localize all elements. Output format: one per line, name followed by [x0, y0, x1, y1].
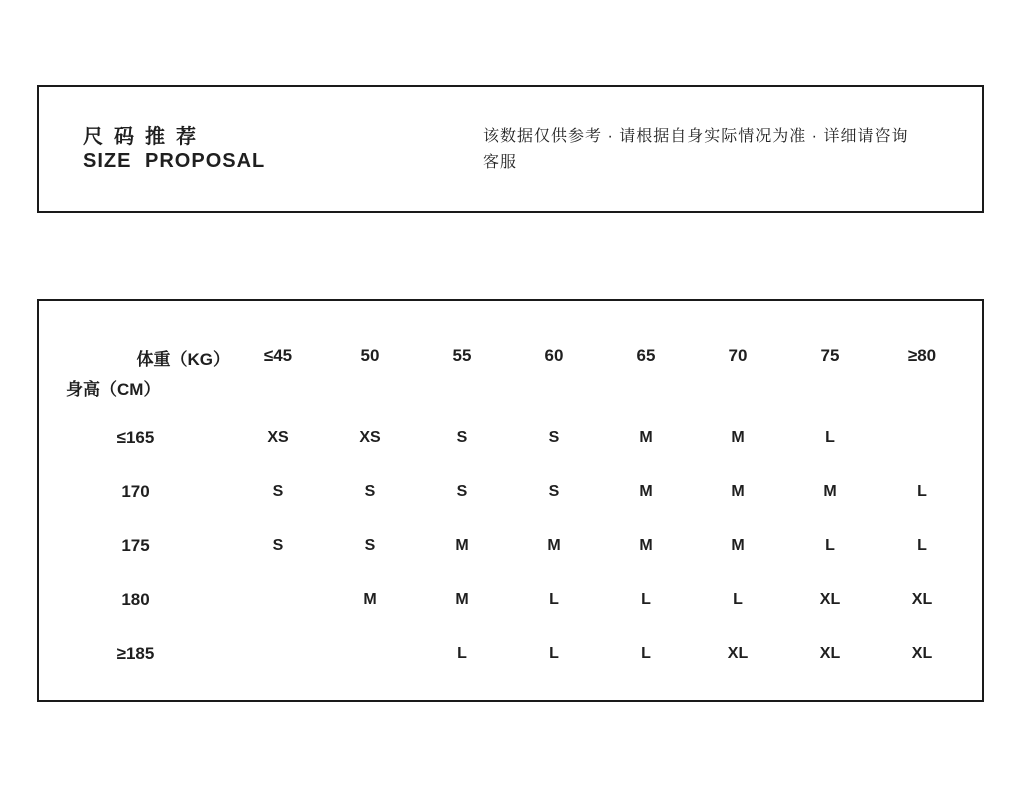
size-cell: L: [549, 645, 559, 662]
size-cell: S: [272, 537, 284, 554]
size-cell: XL: [819, 591, 841, 608]
size-cell: M: [455, 537, 469, 554]
weight-header: 50: [360, 346, 380, 365]
size-cell: S: [548, 483, 560, 500]
page-title-chinese: 尺码推荐: [83, 126, 207, 148]
size-cell: M: [363, 591, 377, 608]
size-cell: XL: [819, 645, 841, 662]
size-cell: [232, 627, 324, 681]
size-cell: M: [823, 483, 837, 500]
size-cell: M: [731, 483, 745, 500]
size-cell: S: [548, 429, 560, 446]
table-corner-cell: [39, 301, 232, 411]
size-cell: L: [917, 483, 927, 500]
size-cell: L: [825, 537, 835, 554]
disclaimer-line-1: 该数据仅供参考 · 请根据自身实际情况为准 · 详细请咨询: [483, 128, 909, 145]
weight-header: 70: [728, 346, 748, 365]
weight-header: 65: [636, 346, 656, 365]
size-cell: L: [641, 645, 651, 662]
weight-header: ≥80: [907, 346, 937, 365]
height-label: ≥185: [116, 644, 155, 663]
size-cell: S: [364, 537, 376, 554]
weight-header: 75: [820, 346, 840, 365]
size-cell: M: [639, 537, 653, 554]
size-cell: M: [731, 429, 745, 446]
size-cell: XS: [267, 429, 289, 446]
size-cell: L: [641, 591, 651, 608]
weight-header: 55: [452, 346, 472, 365]
size-table-panel: [37, 299, 984, 702]
size-cell: XL: [911, 645, 933, 662]
weight-header: ≤45: [263, 346, 293, 365]
size-cell: L: [733, 591, 743, 608]
disclaimer-note: [483, 124, 953, 176]
size-cell: XL: [911, 591, 933, 608]
size-cell: [876, 411, 968, 465]
size-cell: [232, 573, 324, 627]
size-cell: S: [456, 429, 468, 446]
page-title-english: SIZE PROPOSAL: [83, 150, 266, 172]
size-cell: M: [639, 429, 653, 446]
size-cell: S: [272, 483, 284, 500]
size-cell: M: [455, 591, 469, 608]
height-label: 175: [121, 536, 150, 555]
size-cell: L: [917, 537, 927, 554]
weight-header: 60: [544, 346, 564, 365]
disclaimer-line-2: 客服: [483, 154, 518, 171]
size-cell: L: [825, 429, 835, 446]
size-cell: M: [547, 537, 561, 554]
size-cell: S: [364, 483, 376, 500]
size-cell: L: [457, 645, 467, 662]
height-label: ≤165: [116, 428, 155, 447]
height-label: 180: [121, 590, 150, 609]
weight-axis-label: 体重（KG）: [136, 350, 230, 369]
header-panel: [37, 85, 984, 213]
size-cell: S: [456, 483, 468, 500]
size-cell: L: [549, 591, 559, 608]
size-cell: XL: [727, 645, 749, 662]
size-table: [39, 301, 968, 681]
size-cell: XS: [359, 429, 381, 446]
height-axis-label: 身高（CM）: [66, 380, 161, 399]
size-cell: [324, 627, 416, 681]
size-cell: M: [639, 483, 653, 500]
size-cell: M: [731, 537, 745, 554]
height-label: 170: [121, 482, 150, 501]
